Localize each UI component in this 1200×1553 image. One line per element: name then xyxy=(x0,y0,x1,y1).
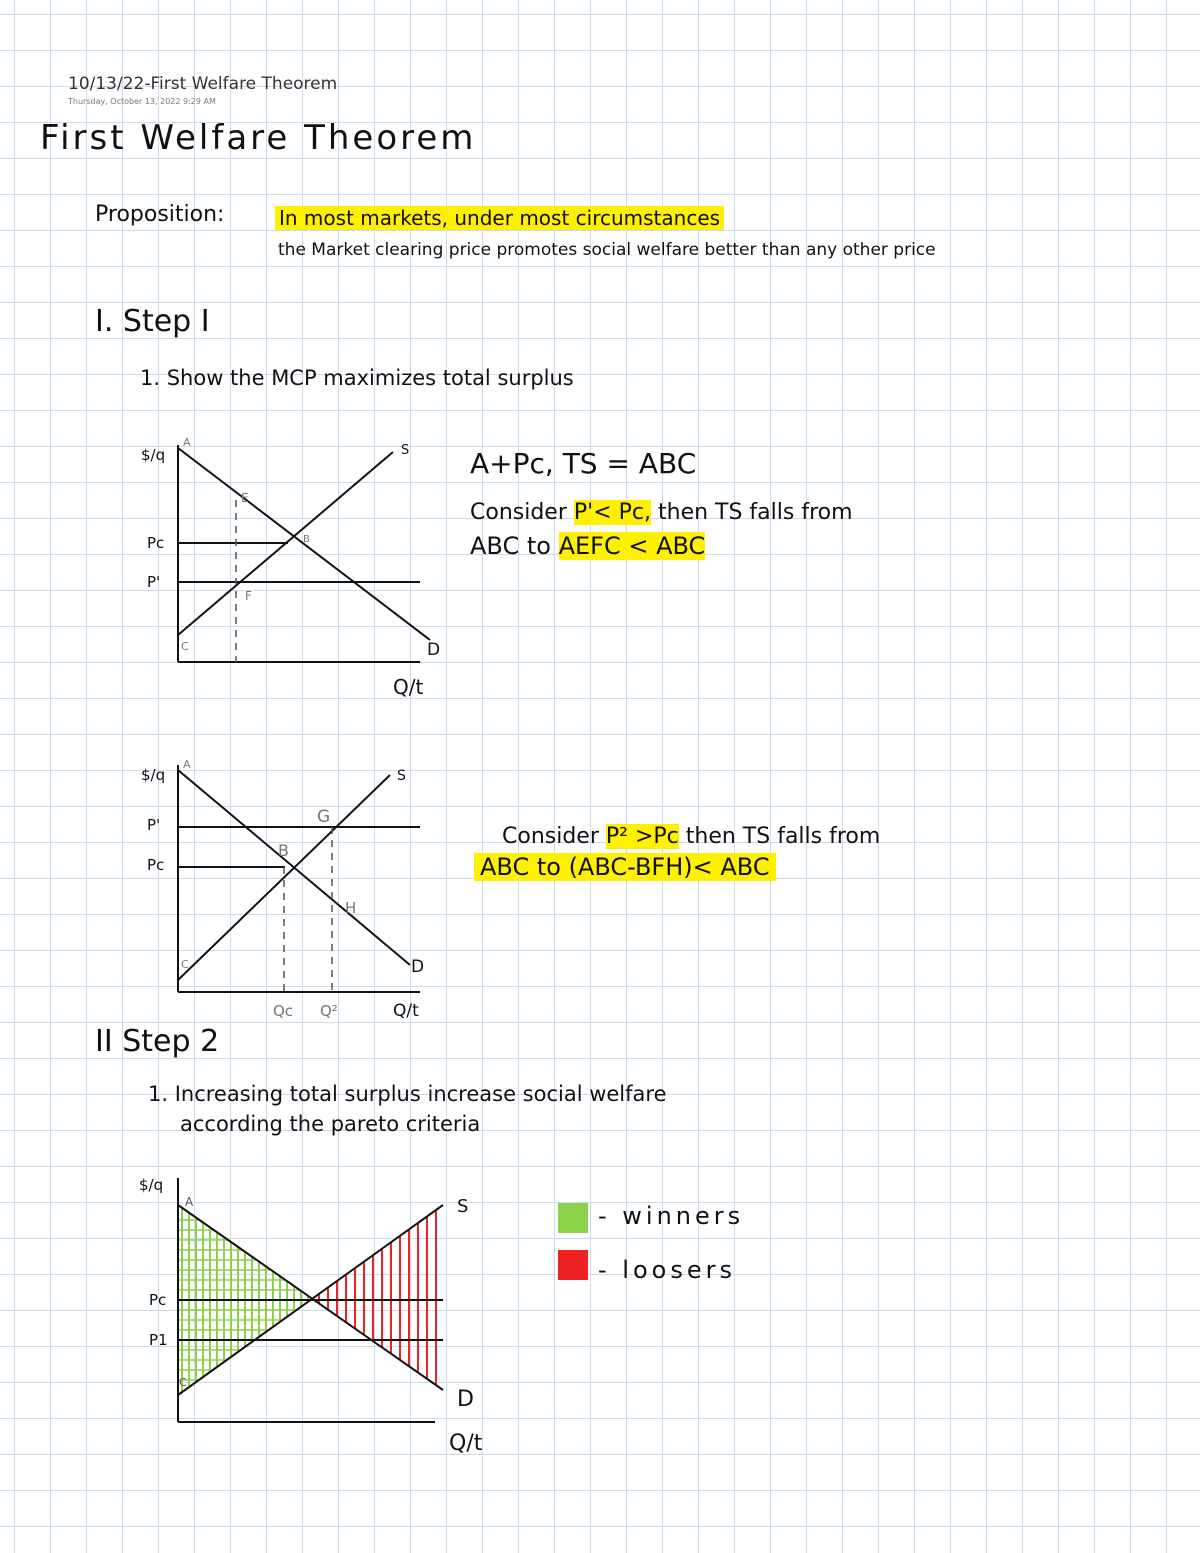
p1-label: P1 xyxy=(149,1331,168,1349)
note-highlight: P² >Pc xyxy=(605,824,679,849)
pc-label: Pc xyxy=(147,856,165,874)
step-1-heading: I. Step I xyxy=(95,304,210,339)
point-c-label: C xyxy=(181,958,189,971)
point-a-label: A xyxy=(183,436,191,449)
note-highlight: AEFC < ABC xyxy=(558,532,706,560)
y-unit-label: $/q xyxy=(141,766,166,784)
graph-1 xyxy=(135,430,465,710)
point-h-label: H xyxy=(345,899,357,917)
losers-label: - loosers xyxy=(598,1256,736,1284)
demand-label: D xyxy=(457,1387,474,1412)
step-1-note-b: Consider P'< Pc, then TS falls from xyxy=(470,500,853,525)
proposition-label: Proposition: xyxy=(95,202,225,227)
graph-2 xyxy=(135,750,465,1030)
point-c-label: C xyxy=(179,1376,187,1389)
x-unit-label: Q/t xyxy=(393,1001,419,1021)
step-2-heading: II Step 2 xyxy=(95,1024,220,1059)
point-e-label: E xyxy=(241,491,249,505)
graph-3 xyxy=(135,1160,515,1480)
main-heading: First Welfare Theorem xyxy=(40,118,477,158)
x-unit-label: Q/t xyxy=(393,675,424,699)
point-b-label: B xyxy=(278,841,289,860)
q2-label: Q² xyxy=(320,1002,338,1020)
winners-swatch xyxy=(558,1203,588,1233)
step-1-note-2a: Consider P² >Pc then TS falls from xyxy=(502,824,881,849)
y-unit-label: $/q xyxy=(141,446,166,464)
pc-label: Pc xyxy=(149,1291,167,1309)
page-title: 10/13/22-First Welfare Theorem xyxy=(68,74,338,94)
x-unit-label: Q/t xyxy=(449,1431,483,1456)
step-1-note-2b: ABC to (ABC-BFH)< ABC xyxy=(474,853,776,881)
note-highlight: P'< Pc, xyxy=(573,500,651,525)
qc-label: Qc xyxy=(273,1002,294,1020)
step-2-point-line-2: according the pareto criteria xyxy=(180,1112,481,1136)
losers-swatch xyxy=(558,1250,588,1280)
step-1-note-a: A+Pc, TS = ABC xyxy=(470,447,697,480)
point-f-label: F xyxy=(245,589,252,603)
point-a-label: A xyxy=(185,1195,194,1209)
supply-label: S xyxy=(397,768,406,784)
demand-label: D xyxy=(411,957,425,977)
point-b-label: B xyxy=(303,534,310,545)
demand-label: D xyxy=(427,640,441,660)
step-2-point-line-1: 1. Increasing total surplus increase social welfare xyxy=(148,1082,667,1106)
step-1-point: 1. Show the MCP maximizes total surplus xyxy=(140,366,574,390)
p1-label: P' xyxy=(147,573,161,591)
proposition-line-1: In most markets, under most circumstances xyxy=(275,206,724,230)
pc-label: Pc xyxy=(147,534,165,552)
page-date: Thursday, October 13, 2022 9:29 AM xyxy=(68,97,216,106)
p2-label: P' xyxy=(147,816,161,834)
point-a-label: A xyxy=(183,758,191,771)
y-unit-label: $/q xyxy=(139,1176,164,1194)
proposition-line-2: the Market clearing price promotes social welfare better than any other price xyxy=(278,240,936,260)
supply-label: S xyxy=(457,1196,469,1217)
step-1-note-c: ABC to AEFC < ABC xyxy=(470,532,706,560)
point-g-label: G xyxy=(317,807,331,827)
winners-label: - winners xyxy=(598,1202,745,1230)
point-c-label: C xyxy=(181,640,189,653)
supply-label: S xyxy=(401,443,410,458)
